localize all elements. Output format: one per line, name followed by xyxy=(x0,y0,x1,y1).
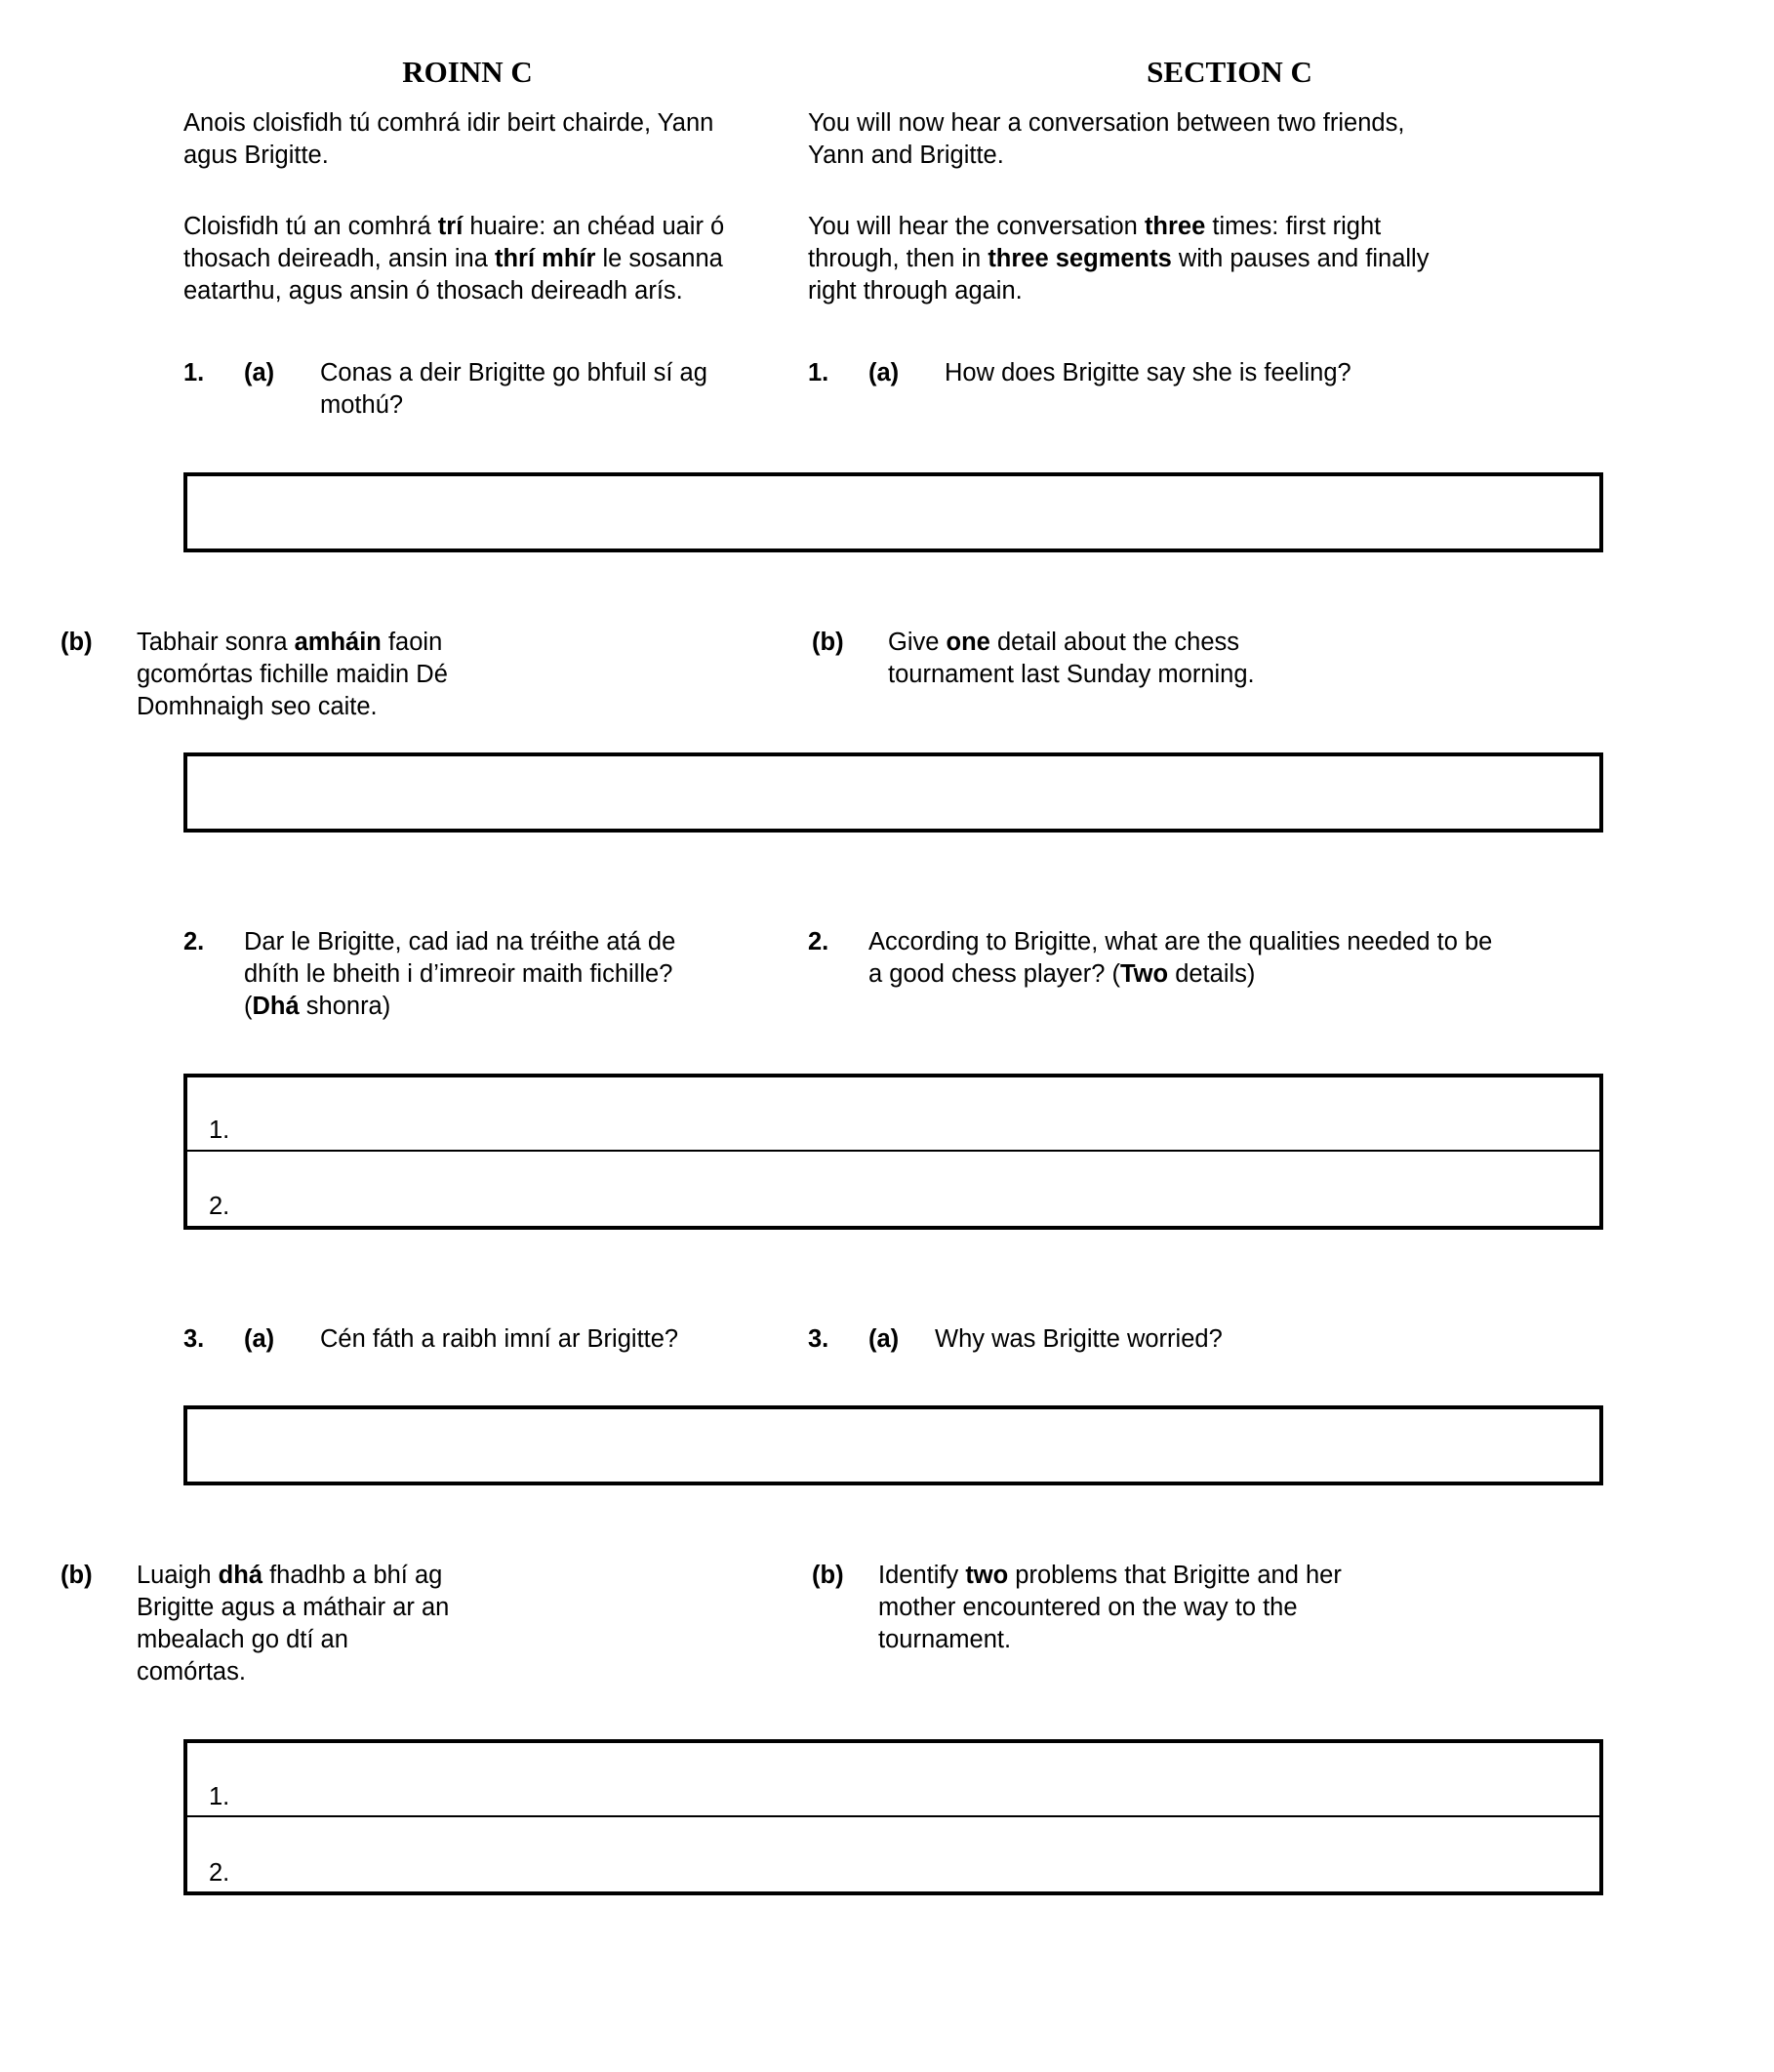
q1b-irish xyxy=(0,627,751,723)
q3b-letter: (b) xyxy=(60,1562,93,1590)
q1b-letter: (b) xyxy=(60,629,93,657)
q3b-english xyxy=(751,1560,1591,1688)
q1b-text-english: Give one detail about the chess tournament last Sunday morning. xyxy=(888,629,1255,689)
answer-row-2[interactable] xyxy=(187,1817,1599,1891)
intro-irish-p1: Anois cloisfidh tú comhrá idir beirt chairde, Yann agus Brigitte. xyxy=(183,109,714,169)
answer-row-1[interactable] xyxy=(187,1743,1599,1817)
q1b-english xyxy=(751,627,1591,723)
intro-english-p1: You will now hear a conversation between two friends, Yann and Brigitte. xyxy=(808,109,1405,169)
q1a-irish xyxy=(0,357,751,422)
q1b-text-irish: Tabhair sonra amháin faoin gcomórtas fichille maidin Dé Domhnaigh seo caite. xyxy=(137,629,448,721)
q3a-letter: (a) xyxy=(244,1324,275,1353)
q3b-text-irish: Luaigh dhá fhadhb a bhí ag Brigitte agus a máthair ar an mbealach go dtí an comórtas. xyxy=(137,1562,450,1686)
intro-block xyxy=(0,107,1774,306)
q1a-number: 1. xyxy=(183,359,205,387)
question-2 xyxy=(0,926,1774,1023)
q2-text-english: According to Brigitte, what are the qualities needed to be a good chess player? (Two details) xyxy=(868,927,1493,988)
q3a-english xyxy=(751,1323,1591,1356)
answer-row-1[interactable] xyxy=(187,1077,1599,1152)
q3a-text-english: Why was Brigitte worried? xyxy=(935,1324,1223,1353)
answer-box-q3a[interactable] xyxy=(183,1405,1603,1485)
q3b-irish xyxy=(0,1560,751,1688)
answer-box-q3b[interactable] xyxy=(183,1739,1603,1895)
question-3a xyxy=(0,1323,1774,1356)
answer-row-2[interactable] xyxy=(187,1152,1599,1226)
q1a-letter: (a) xyxy=(244,359,275,387)
q1b-letter-en: (b) xyxy=(812,629,844,657)
q2-irish xyxy=(0,926,751,1023)
q2-english xyxy=(751,926,1591,1023)
answer-row-1-label: 1. xyxy=(209,1117,230,1145)
answer-row-2-label: 2. xyxy=(209,1193,230,1221)
answer-box-q1b[interactable] xyxy=(183,752,1603,833)
q3b-text-english: Identify two problems that Brigitte and her mother encountered on the way to the tournament. xyxy=(878,1562,1342,1654)
q2-number: 2. xyxy=(183,927,205,955)
q1a-english xyxy=(751,357,1591,422)
q3a-number: 3. xyxy=(183,1324,205,1353)
q2-text-irish: Dar le Brigitte, cad iad na tréithe atá de dhíth le bheith i d’imreoir maith fichille? (Dhá shonra) xyxy=(244,927,676,1020)
heading-irish: ROINN C xyxy=(402,55,533,89)
answer-row-2-label: 2. xyxy=(209,1858,230,1887)
intro-english-p2: You will hear the conversation three times: first right through, then in three segments with pauses and finally right through again. xyxy=(808,212,1430,305)
q3a-number-en: 3. xyxy=(808,1324,829,1353)
intro-irish-p2: Cloisfidh tú an comhrá trí huaire: an chéad uair ó thosach deireadh, ansin ina thrí mhír le sosanna eatarthu, agus ansin ó thosach deireadh arís. xyxy=(183,212,725,305)
q3a-letter-en: (a) xyxy=(868,1324,900,1353)
intro-column-irish xyxy=(0,107,751,306)
question-1b xyxy=(0,627,1774,723)
intro-column-english xyxy=(751,107,1591,306)
answer-row-1-label: 1. xyxy=(209,1782,230,1810)
q1a-letter-en: (a) xyxy=(868,359,900,387)
question-1a xyxy=(0,357,1774,422)
q3a-irish xyxy=(0,1323,751,1356)
q1a-number-en: 1. xyxy=(808,359,829,387)
q3b-letter-en: (b) xyxy=(812,1562,844,1590)
section-headings xyxy=(0,0,1774,90)
q1a-text-irish: Conas a deir Brigitte go bhfuil sí ag mothú? xyxy=(320,359,707,420)
q1a-text-english: How does Brigitte say she is feeling? xyxy=(945,359,1351,387)
heading-english: SECTION C xyxy=(1147,55,1312,89)
question-3b xyxy=(0,1560,1774,1688)
q3a-text-irish: Cén fáth a raibh imní ar Brigitte? xyxy=(320,1324,679,1353)
q2-number-en: 2. xyxy=(808,927,829,955)
answer-box-q2[interactable] xyxy=(183,1074,1603,1230)
answer-box-q1a[interactable] xyxy=(183,472,1603,552)
